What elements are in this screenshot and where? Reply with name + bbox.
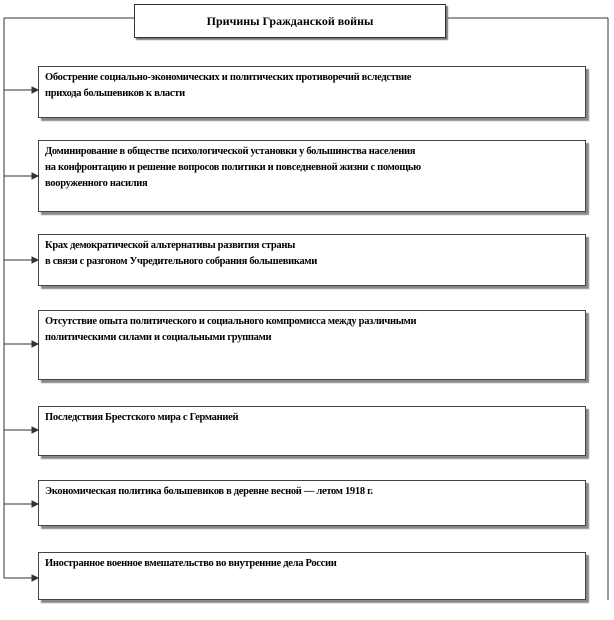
cause-text-4: Отсутствие опыта политического и социального компромисса между различными политическими силами и социальными группами — [45, 316, 417, 343]
cause-text-2: Доминирование в обществе психологической установки у большинства населения на конфронтацию и решение вопросов политики и повседневной жизни с помощью вооруженного насилия — [45, 146, 421, 189]
cause-box-1 — [38, 66, 586, 118]
cause-box-3 — [38, 234, 586, 286]
cause-text-1: Обострение социально-экономических и политических противоречий вследствие прихода большевиков к власти — [45, 72, 412, 99]
cause-box-7 — [38, 552, 586, 600]
cause-box-2 — [38, 140, 586, 212]
cause-box-5 — [38, 406, 586, 456]
diagram-title-text: Причины Гражданской войны — [206, 13, 374, 28]
cause-text-5: Последствия Брестского мира с Германией — [45, 412, 239, 423]
cause-text-7: Иностранное военное вмешательство во внутренние дела России — [45, 558, 337, 569]
cause-box-4 — [38, 310, 586, 380]
diagram-title — [134, 4, 446, 38]
cause-text-6: Экономическая политика большевиков в деревне весной — летом 1918 г. — [45, 486, 373, 497]
cause-text-3: Крах демократической альтернативы развития страны в связи с разгоном Учредительного собрания большевиками — [45, 240, 317, 267]
cause-box-6 — [38, 480, 586, 526]
